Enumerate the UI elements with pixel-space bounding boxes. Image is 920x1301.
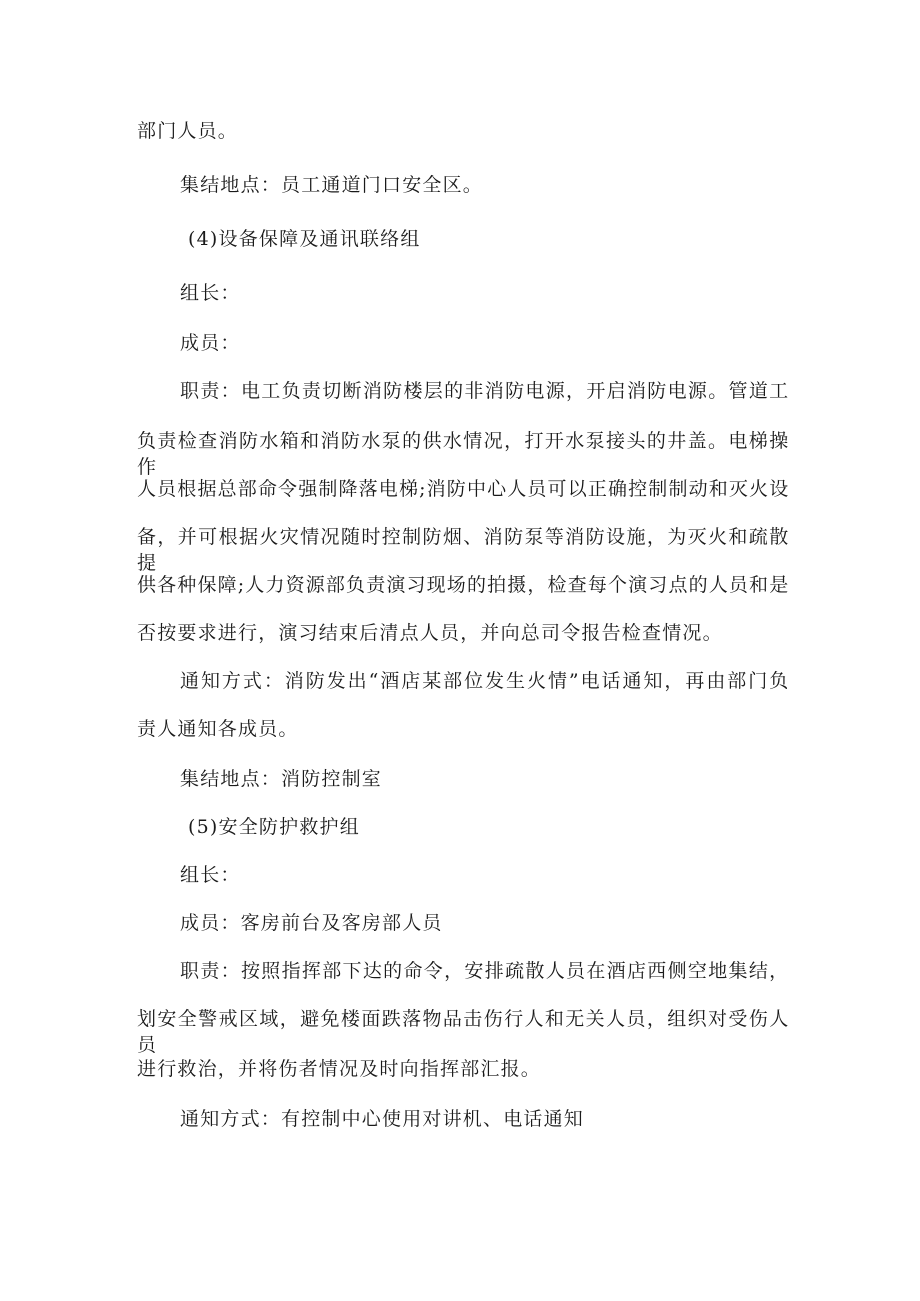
- group5-duty-line-2: 划安全警戒区域，避免楼面跌落物品击伤行人和无关人员，组织对受伤人员: [137, 1008, 789, 1056]
- group4-duty-line-3: 人员根据总部命令强制降落电梯;消防中心人员可以正确控制制动和灭火设: [137, 478, 789, 500]
- group4-duty-line-4: 备，并可根据火灾情况随时控制防烟、消防泵等消防设施，为灭火和疏散提: [137, 526, 789, 574]
- paragraph-continuation: 部门人员。: [137, 120, 239, 142]
- group4-duty-line-1: 职责：电工负责切断消防楼层的非消防电源，开启消防电源。管道工: [180, 380, 789, 402]
- group4-duty-line-5: 供各种保障;人力资源部负责演习现场的拍摄，检查每个演习点的人员和是: [137, 574, 789, 596]
- group5-members: 成员：客房前台及客房部人员: [180, 912, 443, 934]
- group4-notice-line-2: 责人通知各成员。: [137, 718, 299, 740]
- group5-notice: 通知方式：有控制中心使用对讲机、电话通知: [180, 1108, 585, 1130]
- group5-duty-line-3: 进行救治，并将伤者情况及时向指挥部汇报。: [137, 1058, 542, 1080]
- section-heading-5: (5)安全防护救护组: [188, 816, 360, 838]
- group4-notice-line-1: 通知方式：消防发出“酒店某部位发生火情”电话通知，再由部门负: [180, 670, 789, 692]
- group5-leader: 组长：: [180, 864, 241, 886]
- group4-leader: 组长：: [180, 282, 241, 304]
- assembly-location-staff: 集结地点：员工通道门口安全区。: [180, 174, 484, 196]
- group4-location: 集结地点：消防控制室: [180, 768, 383, 790]
- group4-duty-line-2: 负责检查消防水箱和消防水泵的供水情况，打开水泵接头的井盖。电梯操作: [137, 430, 789, 478]
- section-heading-4: (4)设备保障及通讯联络组: [188, 228, 421, 250]
- group5-duty-line-1: 职责：按照指挥部下达的命令，安排疏散人员在酒店西侧空地集结，: [180, 960, 789, 982]
- group4-duty-line-6: 否按要求进行，演习结束后清点人员，并向总司令报告检查情况。: [137, 622, 723, 644]
- group4-members: 成员：: [180, 332, 241, 354]
